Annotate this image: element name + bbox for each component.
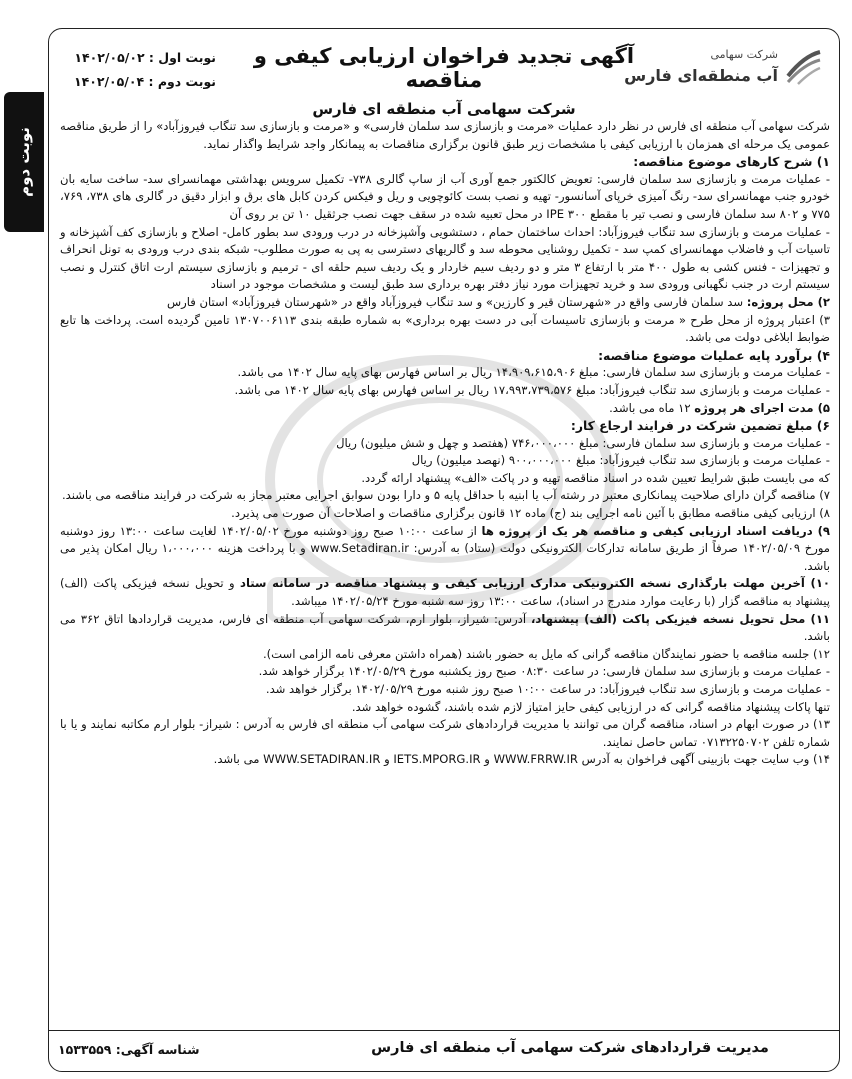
section-4-title: ۴) برآورد پایه عملیات موضوع مناقصه:: [598, 347, 830, 363]
section-12-note: تنها پاکات پیشنهاد مناقصه گرانی که در ارزیابی کیفی حایز امتیاز لازم شده باشند، گشوده خواهد شد.: [351, 699, 830, 714]
section-12-item-a: - عملیات مرمت و بازسازی سد سلمان فارسی: در ساعت ۰۸:۳۰ صبح روز یکشنبه مورخ ۱۴۰۲/۰۵/۲۹ برگزار خواهد شد.: [258, 664, 830, 679]
section-11-label: ۱۱) محل تحویل نسخه فیزیکی پاکت (الف) پیشنهاد،: [530, 611, 830, 626]
section-11: [60, 611, 830, 646]
header: [48, 30, 840, 118]
section-13: ۱۳) در صورت ابهام در اسناد، مناقصه گران می توانند با مدیریت قراردادهای شرکت سهامی آب منطقه ای فارس به آدرس : شیراز- بلوار ارم مکاتبه نمایند و یا با شماره تلفن ۰۷۱۳۲۲۵۰۷۰۲ تماس حاصل نمایند.: [60, 717, 830, 749]
side-tab: [4, 92, 44, 232]
section-3: ۳) اعتبار پروژه از محل طرح « مرمت و بازسازی تاسیسات آبی در دست بهره برداری» به شماره طبقه بندی ۱۳۰۷۰۰۶۱۱۳ تامین گردیده است. پرداخت ها تابع ضوابط ابلاغی دولت می باشد.: [60, 312, 830, 345]
first-publish-date: نوبت اول : ۱۴۰۲/۰۵/۰۲: [74, 50, 216, 65]
section-2-label: ۲) محل پروژه:: [746, 294, 830, 309]
section-2-text: سد سلمان فارسی واقع در «شهرستان قیر و کارزین» و سد تنگاب فیروزآباد واقع در «شهرستان فیروزآباد» استان فارس: [166, 294, 747, 309]
section-4-item-b: - عملیات مرمت و بازسازی سد تنگاب فیروزآباد: مبلغ ۱۷،۹۹۳،۷۳۹،۵۷۶ ریال بر اساس فهارس بهای پایه سال ۱۴۰۲ می باشد.: [234, 382, 830, 397]
section-10-label: ۱۰) آخرین مهلت بارگذاری نسخه الکترونیکی مدارک ارزیابی کیفی و پیشنهاد مناقصه در سامانه ستاد: [240, 576, 830, 591]
section-1-item-a: - عملیات مرمت و بازسازی سد سلمان فارسی: تعویض کالکتور جمع آوری آب از ساپ گالری ۷۳۸- تکمیل سرویس بهداشتی مهمانسرای سد- ساخت سایه بان خودرو جنب مهمانسرای سد- رنگ آمیزی خرپای آسانسور- تهیه و نصب بست کائوچویی و ریل و فیکس کردن کابل های برق و ابزار دقیق در گالری های ۷۳۸، ۷۶۹، ۷۷۵ و ۸۰۲ سد سلمان فارسی و نصب تیر با مقطع IPE ۳۰۰ در محل تعبیه شده در سقف جهت نصب جرثقیل ۱۰ تن بر روی آن: [60, 171, 830, 221]
section-9-text: از ساعت ۱۰:۰۰ صبح روز دوشنبه مورخ ۱۴۰۲/۰۵/۰۲ لغایت ساعت ۱۳:۰۰ روز دوشنبه مورخ ۱۴۰۲/۰۵/۰۹ صرفاً از طریق سامانه تدارکات الکترونیکی دولت (ستاد) به آدرس: www.Setadiran.ir و با پرداخت هزینه ۱،۰۰۰،۰۰۰ ریال امکان پذیر می باشد.: [60, 523, 831, 573]
section-12: ۱۲) جلسه مناقصه با حضور نمایندگان مناقصه گرانی که مایل به حضور باشند (همراه داشتن معرفی نامه الزامی است).: [262, 646, 830, 661]
title-block: [248, 44, 640, 118]
section-5-label: ۵) مدت اجرای هر پروژه: [694, 400, 830, 415]
section-5-text: ۱۲ ماه می باشد.: [609, 400, 695, 415]
section-10: [60, 575, 830, 610]
section-4-item-a: - عملیات مرمت و بازسازی سد سلمان فارسی: مبلغ ۱۴،۹۰۹،۶۱۵،۹۰۶ ریال بر اساس فهارس بهای پایه سال ۱۴۰۲ می باشد.: [237, 365, 830, 380]
page-title: آگهی تجدید فراخوان ارزیابی کیفی و مناقصه: [253, 44, 635, 92]
section-9: [60, 523, 830, 576]
logo-company-name: آب منطقه‌ای فارس: [624, 66, 778, 85]
section-8: ۸) ارزیابی کیفی مناقصه مطابق با آئین نامه اجرایی بند (ج) ماده ۱۲ قانون برگزاری مناقصات و اصلاحات آن صورت می پذیرد.: [231, 506, 830, 521]
section-5: [60, 400, 830, 418]
section-10-text: و تحویل نسخه فیزیکی پاکت (الف) پیشنهاد به مناقصه گزار (با رعایت موارد مندرج در اسناد)، ساعت ۱۳:۰۰ روز سه شنبه مورخ ۱۴۰۲/۰۵/۲۴ میباشد.: [60, 576, 830, 609]
second-publish-date: نوبت دوم : ۱۴۰۲/۰۵/۰۴: [73, 74, 216, 89]
announcement-body: [60, 118, 830, 769]
ad-id: شناسه آگهی: ۱۵۳۳۵۵۹: [58, 1042, 200, 1057]
section-6-item-a: - عملیات مرمت و بازسازی سد سلمان فارسی: مبلغ ۷۴۶،۰۰۰،۰۰۰ (هفتصد و چهل و شش میلیون) ریال: [336, 435, 830, 450]
section-2: [60, 294, 830, 312]
section-12-item-b: - عملیات مرمت و بازسازی سد تنگاب فیروزآباد: در ساعت ۱۰:۰۰ صبح روز شنبه مورخ ۱۴۰۲/۰۵/۲۹ برگزار خواهد شد.: [265, 682, 830, 696]
section-14: ۱۴) وب سایت جهت بازبینی آگهی فراخوان به آدرس WWW.FRRW.IR و IETS.MPORG.IR و WWW.SETADIRAN.IR می باشد.: [213, 752, 830, 767]
intro-paragraph: شرکت سهامی آب منطقه ای فارس در نظر دارد عملیات «مرمت و بازسازی سد سلمان فارسی» و «مرمت و بازسازی سد تنگاب فیروزآباد» را از طریق مناقصه عمومی یک مرحله ای همزمان با ارزیابی کیفی با مشخصات زیر طبق قانون برگزاری مناقصات به پیمانکار واجد شرایط واگذار نماید.: [60, 119, 830, 151]
company-logo: [624, 44, 824, 106]
publish-dates: [56, 46, 216, 94]
section-6-title: ۶) مبلغ تضمین شرکت در فرایند ارجاع کار:: [570, 418, 830, 434]
side-tab-label: نوبت دوم: [15, 127, 33, 197]
section-6-item-b: - عملیات مرمت و بازسازی سد تنگاب فیروزآباد: مبلغ ۹۰۰،۰۰۰،۰۰۰ (نهصد میلیون) ریال: [411, 453, 830, 468]
water-logo-icon: [784, 46, 824, 86]
section-9-label: ۹) دریافت اسناد ارزیابی کیفی و مناقصه هر یک از پروژه ها: [481, 523, 830, 538]
section-1-title: ۱) شرح کارهای موضوع مناقصه:: [633, 154, 830, 170]
footer-divider: [48, 1030, 840, 1031]
section-1-item-b: - عملیات مرمت و بازسازی سد تنگاب فیروزآباد: احداث ساختمان حمام ، دستشویی وآشپزخانه در درب ورودی سد بطور کامل- اصلاح و بازسازی کف آشپزخانه و تاسیات آب و فاضلاب مهمانسرای کمپ سد - تکمیل روشنایی محوطه سد و گالریهای دسترسی به پی به صورت مطلوب- شبکه بندی درب ورودی به تونل انحراف و تجهیزات - فنس کشی به طول ۴۰۰ متر با ارتفاع ۳ متر و دو ردیف سیم خاردار و یک ردیف سیم حلقه ای - ترمیم و بازسازی سیستم ارت اتاق کنترل و نصب سیستم ارت در جنب نگهبانی ورودی سد و خرید تجهیزات مورد نیاز دفتر بهره برداری سد طبق لیست و مشخصات موجود در اسناد: [60, 224, 831, 292]
logo-small-text: شرکت سهامی: [710, 48, 778, 61]
section-11-text: آدرس: شیراز، بلوار ارم، شرکت سهامی آب منطقه ای فارس، مدیریت قراردادها اتاق ۳۶۲ می باشد.: [60, 611, 830, 644]
section-6-note: که می بایست طبق شرایط تعیین شده در اسناد مناقصه تهیه و در پاکت «الف» پیشنهاد ارائه گردد.: [361, 470, 830, 485]
footer-title: مدیریت قراردادهای شرکت سهامی آب منطقه ای فارس: [371, 1040, 769, 1056]
section-7: ۷) مناقصه گران دارای صلاحیت پیمانکاری معتبر در رشته آب یا ابنیه با حداقل پایه ۵ و دارا بودن سوابق اجرایی معتبر مجاز به شرکت در فرایند مناقصه می باشند.: [61, 488, 830, 503]
page-subtitle: شرکت سهامی آب منطقه ای فارس: [312, 100, 576, 118]
